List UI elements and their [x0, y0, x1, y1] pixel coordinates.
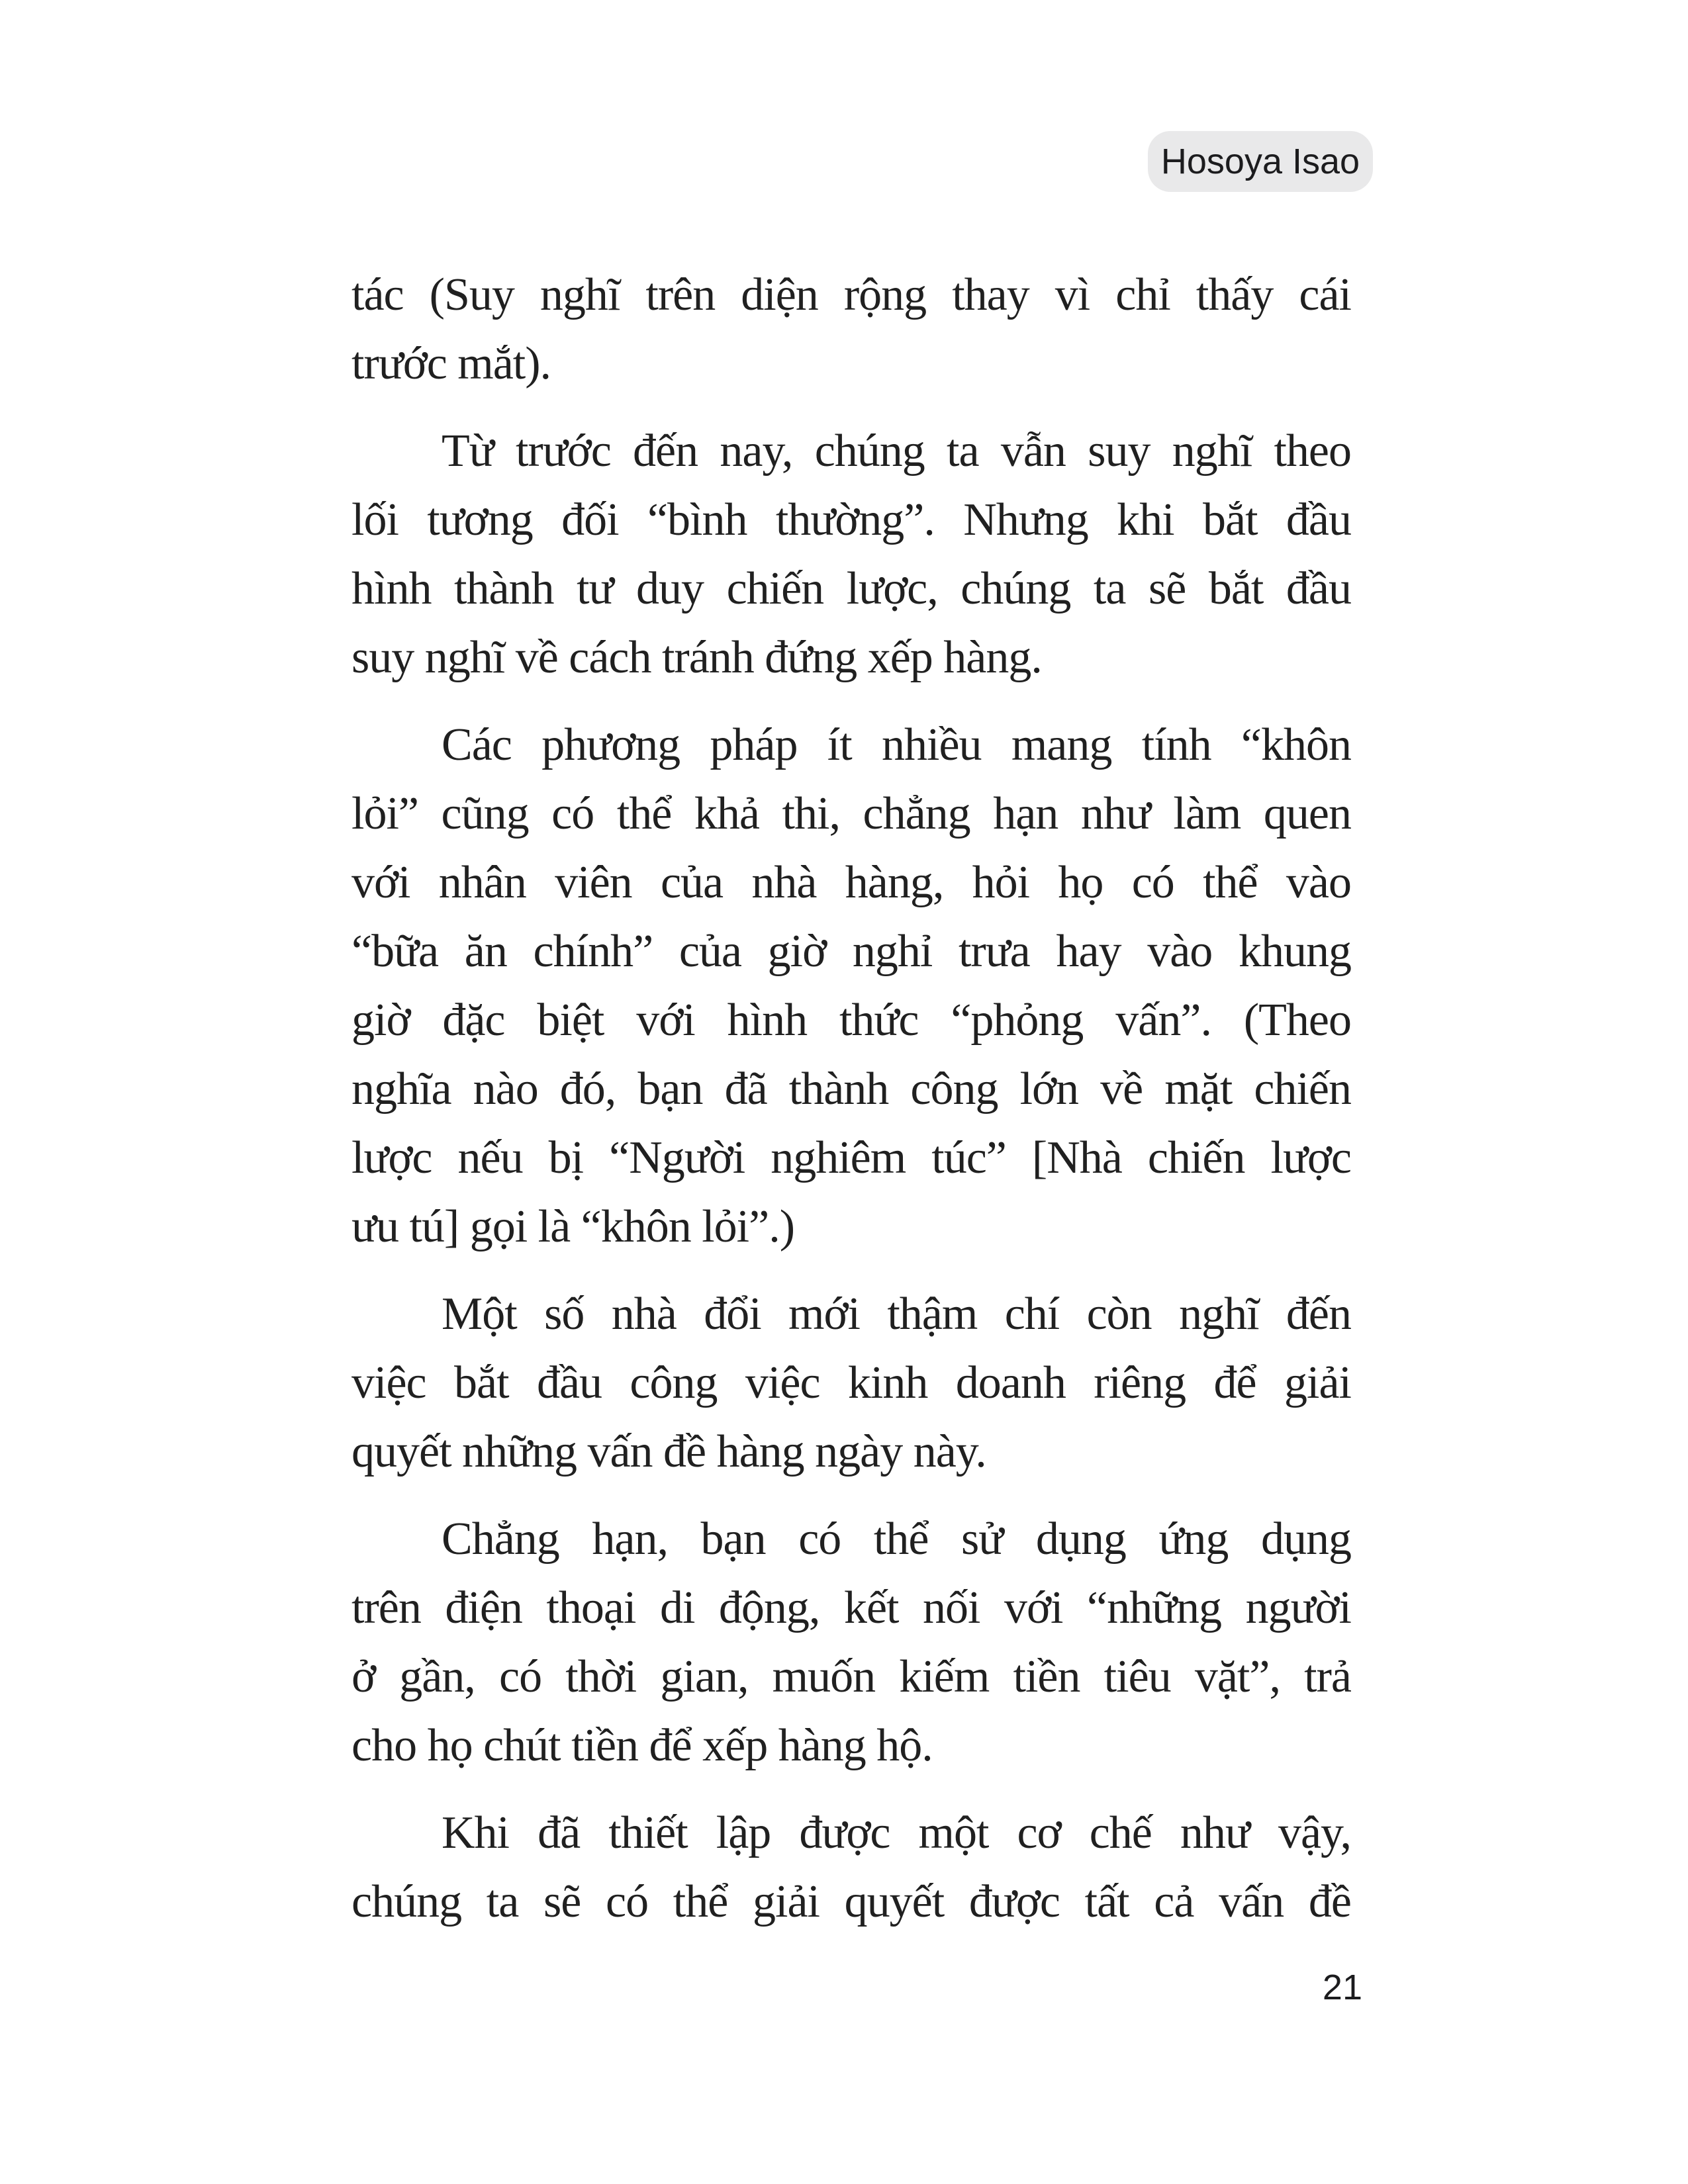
text-line: lối tương đối “bình thường”. Nhưng khi bắt đầu: [352, 494, 1351, 545]
text-line: Từ trước đến nay, chúng ta vẫn suy nghĩ theo: [442, 426, 1351, 477]
text-line: cho họ chút tiền để xếp hàng hộ.: [352, 1720, 933, 1771]
text-line: Khi đã thiết lập được một cơ chế như vậy,: [442, 1807, 1351, 1858]
text-line: Các phương pháp ít nhiều mang tính “khôn: [442, 719, 1351, 770]
paragraph: [352, 1280, 1351, 1486]
body-text: [352, 261, 1351, 1936]
author-name: Hosoya Isao: [1160, 142, 1360, 181]
text-line: Chẳng hạn, bạn có thể sử dụng ứng dụng: [442, 1514, 1351, 1565]
text-line: suy nghĩ về cách tránh đứng xếp hàng.: [352, 632, 1042, 683]
paragraph: [352, 1505, 1351, 1780]
text-line: hình thành tư duy chiến lược, chúng ta sẽ bắt đầu: [352, 563, 1351, 614]
page-number: 21: [1322, 1968, 1362, 2007]
author-badge: [1148, 131, 1373, 192]
paragraph: [352, 711, 1351, 1261]
text-line: với nhân viên của nhà hàng, hỏi họ có thể vào: [352, 857, 1351, 908]
text-line: tác (Suy nghĩ trên diện rộng thay vì chỉ thấy cái: [352, 269, 1351, 320]
paragraph: [352, 417, 1351, 692]
text-line: ở gần, có thời gian, muốn kiếm tiền tiêu vặt”, trả: [352, 1651, 1351, 1702]
text-line: ưu tú] gọi là “khôn lỏi”.): [352, 1201, 795, 1252]
text-line: nghĩa nào đó, bạn đã thành công lớn về mặt chiến: [352, 1064, 1351, 1115]
text-line: “bữa ăn chính” của giờ nghỉ trưa hay vào khung: [352, 926, 1351, 977]
text-line: lược nếu bị “Người nghiêm túc” [Nhà chiến lược: [352, 1132, 1351, 1183]
text-line: chúng ta sẽ có thể giải quyết được tất cả vấn đề: [352, 1876, 1351, 1927]
paragraph: [352, 1799, 1351, 1936]
text-line: việc bắt đầu công việc kinh doanh riêng để giải: [352, 1357, 1351, 1408]
text-line: trên điện thoại di động, kết nối với “những người: [352, 1582, 1351, 1633]
text-line: trước mắt).: [352, 338, 551, 389]
paragraph: [352, 261, 1351, 398]
text-line: lỏi” cũng có thể khả thi, chẳng hạn như làm quen: [352, 788, 1351, 839]
text-line: giờ đặc biệt với hình thức “phỏng vấn”. (Theo: [352, 995, 1351, 1046]
text-line: quyết những vấn đề hàng ngày này.: [352, 1426, 986, 1477]
text-line: Một số nhà đổi mới thậm chí còn nghĩ đến: [442, 1289, 1351, 1340]
